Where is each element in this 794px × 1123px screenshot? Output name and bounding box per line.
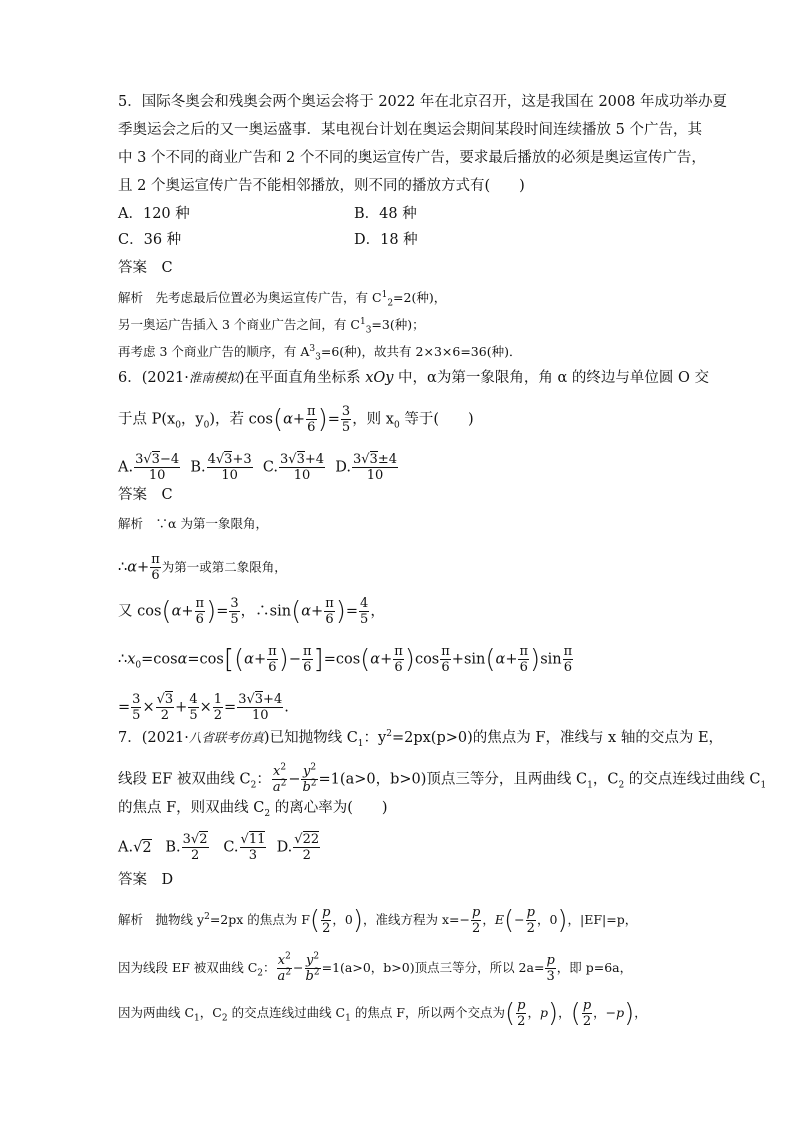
q6-analysis-4: $\therefore x_0=\cos\alpha=\cos[(\alpha+$ $\frac{\pi}{6}$ )− $\frac{\pi}{6}$ ]=cos(α+ $\frac{\pi}{6}$ )cos $\frac{\pi}{6}$ +sin(α+ $\frac{\pi}{6}$ )sin $\frac{\pi}{6}$ — [118, 644, 573, 675]
q7-line-1: 7．(2021·八省联考仿真)已知抛物线 $C_1$：$y^2=2px(p>0)$的焦点为 F，准线与 x 轴的交点为 E， — [118, 729, 724, 749]
q5-option-b: B．48 种 — [354, 206, 417, 222]
q7-line-3: 的焦点 F，则双曲线 $C_2$ 的离心率为( ) — [118, 800, 388, 819]
q5-line-4: 且 2 个奥运宣传广告不能相邻播放，则不同的播放方式有( ) — [118, 178, 525, 194]
q7-analysis-1: 解析 抛物线 $y^2=2px$ 的焦点为 F( $\frac{p}{2}$ ，0)，准线方程为 x=− $\frac{p}{2}$ ，E(− $\frac{p}{2}$ ，0)，|EF|=p， — [118, 905, 638, 936]
q5-options-row-2 — [118, 230, 418, 250]
q5-options-row-1 — [118, 204, 417, 224]
q7-line-2: 线段 EF 被双曲线 $C_2$： $\frac{x^2}{a^2}$ − $\frac{y^2}{b^2}$ =1(a>0，b>0)顶点三等分，且两曲线 $C_1$，$C_2$ 的交点连线过曲线 $C_1$ — [118, 762, 767, 795]
q7-option-d: $\frac{√22}{2}$ — [294, 832, 320, 863]
q6-option-c: $\frac{3√3+4}{10}$ — [280, 452, 325, 483]
answer-value: C — [161, 260, 173, 276]
q5-analysis-2: 另一奥运广告插入 3 个商业广告之间，有 $C^1_3=3$(种)； — [118, 316, 425, 336]
q5-analysis-3: 再考虑 3 个商业广告的顺序，有 $A^3_3=6$(种)，故共有 2×3×6=36(种)． — [118, 343, 522, 363]
q6-options: A. $\frac{3√3-4}{10}$ B. $\frac{4√3+3}{10}$ C. $\frac{3√3+4}{10}$ D. $\frac{3√3\pm 4}{10}$ — [118, 452, 397, 483]
q7-option-c: $\frac{√11}{3}$ — [240, 832, 266, 863]
q5-option-d: D．18 种 — [354, 232, 418, 248]
q7-analysis-2: 因为线段 EF 被双曲线 $C_2$： $\frac{x^2}{a^2}$ − $\frac{y^2}{b^2}$ =1(a>0，b>0)顶点三等分，所以 2a= $\frac{p}{3}$ ，即 p=6a， — [118, 951, 633, 984]
q6-line-1: 6．(2021·淮南模拟)在平面直角坐标系 xOy 中，α为第一象限角，角 α 的终边与单位圆 O 交 — [118, 370, 709, 386]
q5-option-c: C．36 种 — [118, 232, 182, 248]
q6-analysis-1: 解析 ∵α 为第一象限角， — [118, 516, 268, 531]
q5-line-2: 季奥运会之后的又一奥运盛事．某电视台计划在奥运会期间某段时间连续播放 5 个广告，其 — [118, 122, 702, 138]
q7-option-b: $\frac{3√2}{2}$ — [182, 832, 208, 863]
answer-label: 答案 — [118, 260, 147, 276]
q6-line-2: 于点 $P(x_0$，$y_0$)，若 cos(α+ $\frac{\pi}{6}$ )= $\frac{3}{5}$ ，则 $x_0$ 等于( ) — [118, 404, 474, 435]
q7-options: A.√2 B. $\frac{3√2}{2}$ C. $\frac{√11}{3}$ D. $\frac{√22}{2}$ — [118, 832, 320, 863]
q6-analysis-2: ∴α+ $\frac{\pi}{6}$ 为第一或第二象限角， — [118, 552, 287, 583]
q6-option-a: $\frac{3√3-4}{10}$ — [135, 452, 180, 483]
q6-analysis-5: = $\frac{3}{5}$ × $\frac{√3}{2}$ + $\frac{4}{5}$ × $\frac{1}{2}$ = $\frac{3√3+4}{10}$ . — [118, 692, 289, 723]
q6-analysis-3: 又 cos(α+ $\frac{\pi}{6}$ )= $\frac{3}{5}$ ，∴sin(α+ $\frac{\pi}{6}$ )= $\frac{4}{5}$ ， — [118, 596, 385, 627]
q5-line-3: 中 3 个不同的商业广告和 2 个不同的奥运宣传广告，要求最后播放的必须是奥运宣传广告， — [118, 150, 706, 166]
q5-line-1: 5．国际冬奥会和残奥会两个奥运会将于 2022 年在北京召开，这是我国在 2008 年成功举办夏 — [118, 94, 727, 110]
q7-analysis-3: 因为两曲线 $C_1$，$C_2$ 的交点连线过曲线 $C_1$ 的焦点 F，所以两个交点为( $\frac{p}{2}$ ，p)，( $\frac{p}{2}$ ，−p)， — [118, 998, 647, 1029]
q5-option-a: A．120 种 — [118, 206, 190, 222]
q5-analysis-1: 解析 先考虑最后位置必为奥运宣传广告，有 $C^1_2=2$(种)， — [118, 289, 447, 309]
q7-answer: 答案 D — [118, 872, 174, 888]
q6-answer: 答案 C — [118, 487, 173, 503]
q5-answer — [118, 258, 173, 278]
q6-option-b: $\frac{4√3+3}{10}$ — [207, 452, 252, 483]
analysis-label: 解析 — [118, 290, 144, 305]
q6-option-d: $\frac{3√3\pm 4}{10}$ — [352, 452, 397, 483]
